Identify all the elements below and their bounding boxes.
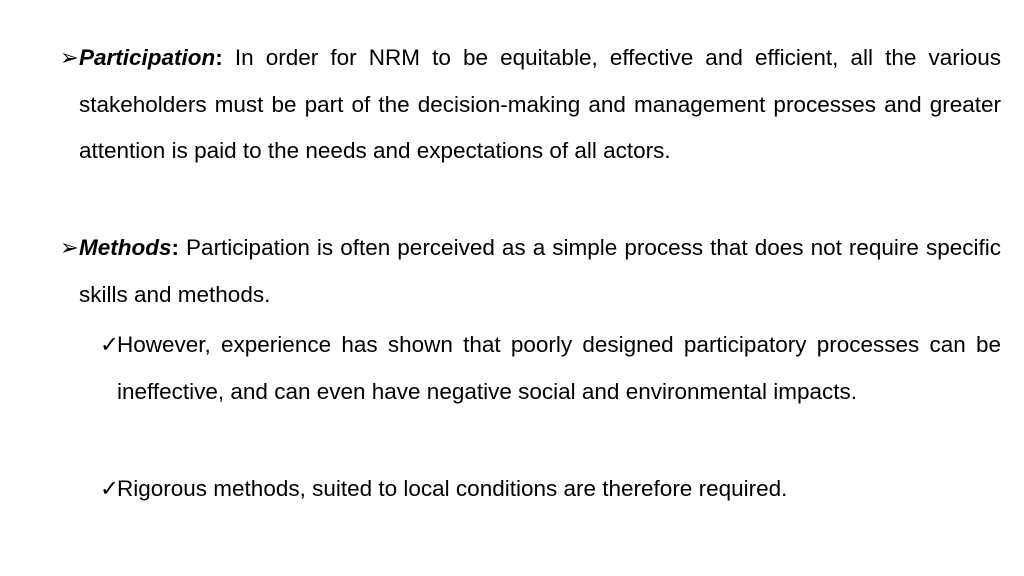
arrow-bullet-icon: ➢ xyxy=(60,45,79,70)
bullet-participation xyxy=(60,35,1001,175)
bullet-methods xyxy=(60,225,1001,318)
arrow-bullet-icon: ➢ xyxy=(60,235,79,260)
checkmark-icon: ✓ xyxy=(100,476,119,501)
sub-bullet-text: However, experience has shown that poorly designed participatory processes can be ineffective, and can even have negative social and environmental impacts. xyxy=(117,332,1001,404)
sub-bullet-rigorous-methods xyxy=(100,466,1001,513)
bullet-colon: : xyxy=(171,235,179,260)
bullet-text: Participation is often perceived as a simple process that does not require specific skills and methods. xyxy=(79,235,1001,307)
sub-bullet-text: Rigorous methods, suited to local conditions are therefore required. xyxy=(117,476,788,501)
bullet-colon: : xyxy=(215,45,223,70)
sub-bullet-experience xyxy=(100,322,1001,415)
bullet-text: In order for NRM to be equitable, effective and efficient, all the various stakeholders must be part of the decision-making and management processes and greater attention is paid to the needs and expectations of all actors. xyxy=(79,45,1001,163)
bullet-term: Methods xyxy=(79,235,172,260)
bullet-term: Participation xyxy=(79,45,216,70)
checkmark-icon: ✓ xyxy=(100,332,119,357)
